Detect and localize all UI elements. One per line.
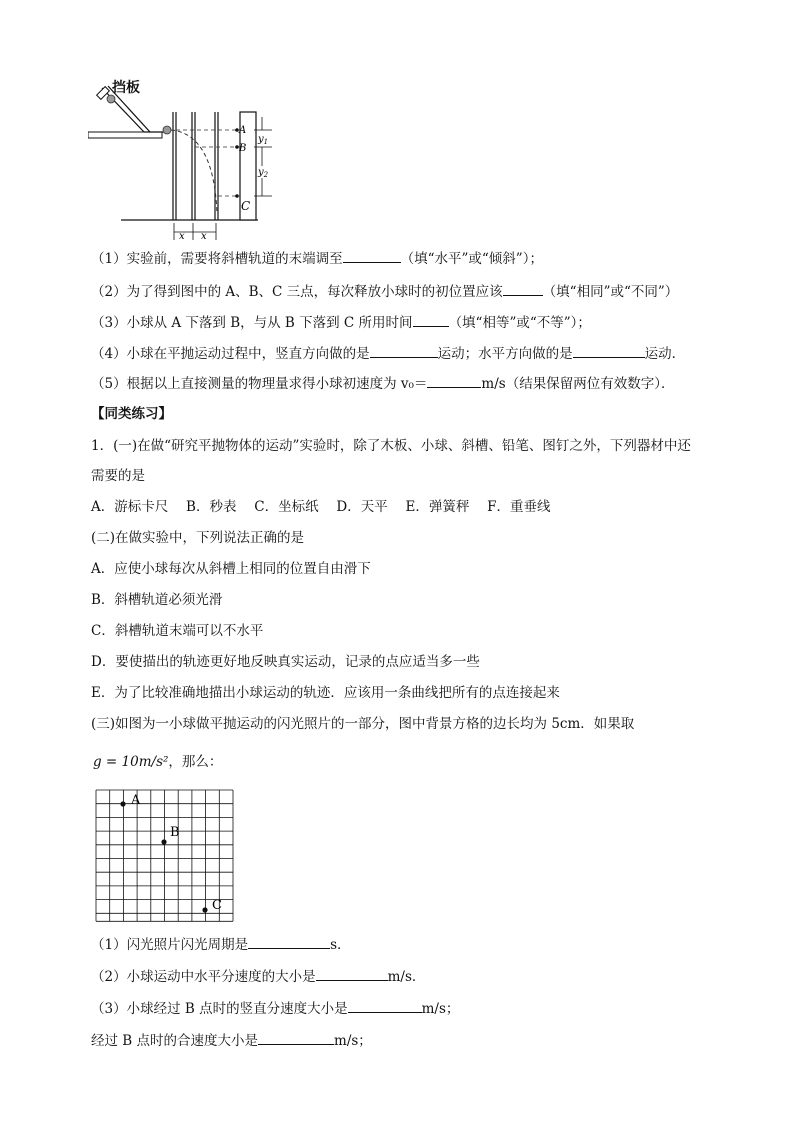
point-a-label: A <box>239 125 247 136</box>
q1-part2: （2）为了得到图中的 A、B、C 三点，每次释放小球时的初位置应该 （填“相同”或“不同”） <box>91 281 678 302</box>
ex1-part2-option-a: A．应使小球每次从斜槽上相同的位置自由滑下 <box>91 561 371 577</box>
grid-label-b: B <box>170 825 180 840</box>
grid-point-b <box>161 839 166 844</box>
q1-part4-blank1[interactable] <box>370 343 438 358</box>
q1-part3-blank[interactable] <box>413 312 449 327</box>
ex1-options: A．游标卡尺 B．秒表 C．坐标纸 D．天平 E．弹簧秤 F．重垂线 <box>91 499 551 515</box>
ex1-intro-line2: 需要的是 <box>91 468 145 484</box>
baffle-label: 挡板 <box>112 80 140 96</box>
ex1-q1-blank[interactable] <box>248 934 330 949</box>
ex1-intro-line1: 1．(一)在做“研究平抛物体的运动”实验时，除了木板、小球、斜槽、铅笔、图钉之外，下列器材中还 <box>91 438 691 454</box>
ex1-q4-blank[interactable] <box>258 1030 334 1045</box>
q1-part5: （5）根据以上直接测量的物理量求得小球初速度为 v₀＝ m/s（结果保留两位有效数字）． <box>91 373 674 394</box>
apparatus-figure <box>88 74 278 244</box>
q1-part2-blank[interactable] <box>503 281 543 296</box>
q1-part5-blank[interactable] <box>427 373 481 388</box>
q1-part1: （1）实验前，需要将斜槽轨道的末端调至 （填“水平”或“倾斜”）； <box>91 248 543 269</box>
flash-photo-grid <box>95 789 245 923</box>
label-x1: x <box>179 231 185 242</box>
ex1-q3-blank[interactable] <box>348 998 422 1013</box>
grid-point-c <box>202 907 207 912</box>
ex1-q2: （2）小球运动中水平分速度的大小是 m/s． <box>91 966 425 987</box>
ex1-part3-line1: (三)如图为一小球做平抛运动的闪光照片的一部分，图中背景方格的边长均为 5cm．如果取 <box>91 716 635 732</box>
grid-label-c: C <box>212 898 222 913</box>
ex1-q2-blank[interactable] <box>316 966 388 981</box>
ex1-part2-option-c: C．斜槽轨道末端可以不水平 <box>91 623 264 639</box>
label-y1: $y_1$ <box>258 134 269 146</box>
label-x2: x <box>201 231 207 242</box>
point-c-dot <box>235 194 239 198</box>
grid-label-a: A <box>131 793 141 808</box>
point-c-label: C <box>241 199 251 213</box>
ex1-q3: （3）小球经过 B 点时的竖直分速度大小是 m/s； <box>91 998 459 1019</box>
q1-part4: （4）小球在平抛运动过程中，竖直方向做的是 运动；水平方向做的是 运动． <box>91 343 685 364</box>
ex1-part2-option-e: E．为了比较准确地描出小球运动的轨迹．应该用一条曲线把所有的点连接起来 <box>91 685 560 701</box>
ex1-part2-option-d: D．要使描出的轨迹更好地反映真实运动，记录的点应适当多一些 <box>91 654 480 670</box>
point-b-label: B <box>239 143 247 154</box>
section-title: 【同类练习】 <box>91 406 172 422</box>
q1-part4-blank2[interactable] <box>573 343 645 358</box>
ex1-part3-formula: g = 10m/s²，那么： <box>93 754 223 770</box>
ex1-part2-option-b: B．斜槽轨道必须光滑 <box>91 592 223 608</box>
ex1-part2-title: (二)在做实验中，下列说法正确的是 <box>91 530 305 546</box>
grid-point-a <box>120 801 125 806</box>
label-y2: $y_2$ <box>258 167 269 179</box>
ex1-q1: （1）闪光照片闪光周期是 s． <box>91 934 351 955</box>
q1-part1-blank[interactable] <box>343 248 401 263</box>
ex1-q4: 经过 B 点时的合速度大小是 m/s； <box>91 1030 372 1051</box>
q1-part3: （3）小球从 A 下落到 B，与从 B 下落到 C 所用时间 （填“相等”或“不等”）； <box>91 312 591 333</box>
